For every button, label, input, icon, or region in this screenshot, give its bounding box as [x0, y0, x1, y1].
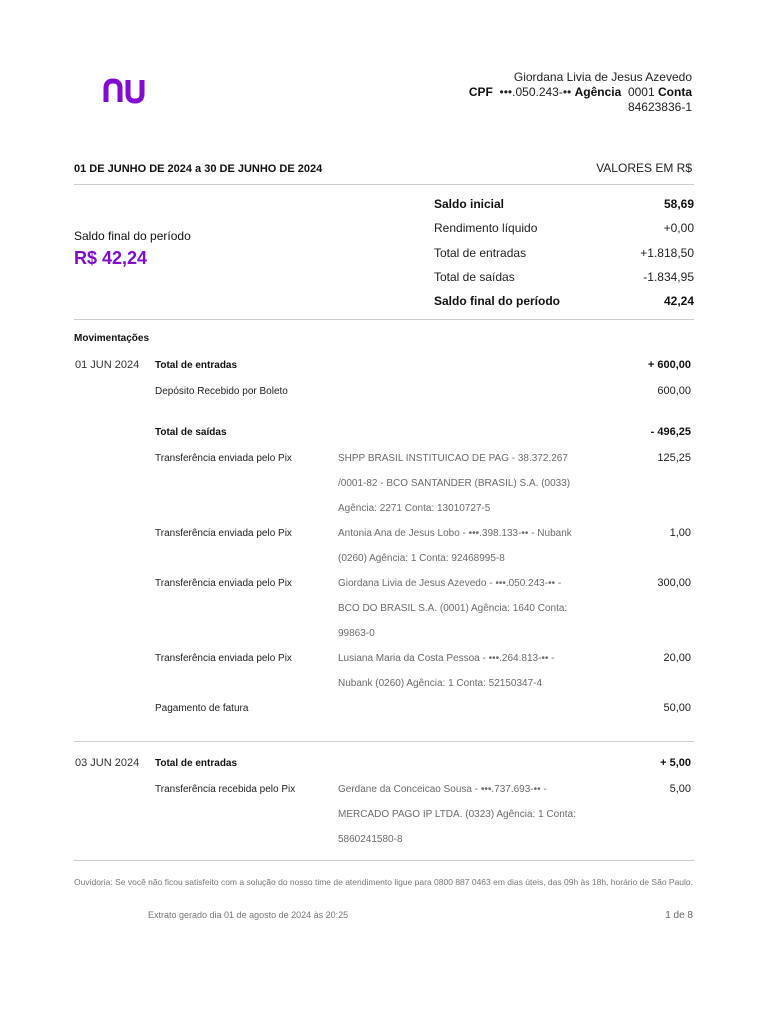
balance-value: +1.818,50 [640, 246, 694, 260]
movement-date: 01 JUN 2024 [75, 359, 140, 371]
group-total: - 496,25 [650, 426, 691, 438]
page-number: 1 de 8 [665, 910, 693, 921]
movement-description: Antonia Ana de Jesus Lobo - •••.398.133-•• - Nubank [338, 528, 572, 539]
balance-row [434, 270, 694, 284]
movement-description: Gerdane da Conceicao Sousa - •••.737.693-•• - [338, 784, 547, 795]
movement-description: BCO DO BRASIL S.A. (0001) Agência: 1640 Conta: [338, 603, 568, 614]
movement-description: Nubank (0260) Agência: 1 Conta: 52150347-4 [338, 678, 543, 689]
balance-row [434, 294, 694, 308]
generated-date: Extrato gerado dia 01 de agosto de 2024 às 20:25 [148, 910, 349, 920]
movement-amount: 50,00 [663, 702, 691, 714]
movement-amount: 600,00 [657, 385, 691, 397]
movement-date: 03 JUN 2024 [75, 757, 140, 769]
divider [74, 184, 694, 185]
movement-type: Transferência recebida pelo Pix [155, 784, 296, 795]
account-identifiers [469, 85, 692, 99]
agencia-value: 0001 [627, 85, 655, 99]
movement-type: Transferência enviada pelo Pix [155, 528, 292, 539]
cpf-value: •••.050.243-•• [499, 85, 572, 99]
agencia-label: Agência [574, 85, 622, 99]
movement-description: Giordana Livia de Jesus Azevedo - •••.050.243-•• - [338, 578, 562, 589]
movement-description: (0260) Agência: 1 Conta: 92468995-8 [338, 553, 505, 564]
balance-row [434, 221, 694, 235]
movement-type: Transferência enviada pelo Pix [155, 653, 292, 664]
movement-description: MERCADO PAGO IP LTDA. (0323) Agência: 1 Conta: [338, 809, 576, 820]
group-total: + 600,00 [647, 359, 691, 371]
balance-label: Saldo inicial [434, 197, 505, 211]
movement-description: /0001-82 - BCO SANTANDER (BRASIL) S.A. (0033) [338, 478, 571, 489]
balance-label: Saldo final do período [434, 294, 560, 308]
divider [74, 319, 694, 320]
movement-description: SHPP BRASIL INSTITUICAO DE PAG - 38.372.267 [338, 453, 568, 464]
movement-type: Transferência enviada pelo Pix [155, 578, 292, 589]
balance-value: -1.834,95 [643, 270, 694, 284]
movement-amount: 1,00 [669, 527, 691, 539]
movement-amount: 5,00 [669, 783, 691, 795]
statement-period: 01 DE JUNHO DE 2024 a 30 DE JUNHO DE 2024 [74, 163, 323, 175]
movement-amount: 125,25 [657, 452, 691, 464]
balance-label: Rendimento líquido [434, 221, 538, 235]
balance-label: Total de saídas [434, 270, 515, 284]
movement-description: 5860241580-8 [338, 834, 403, 845]
movement-type: Pagamento de fatura [155, 703, 249, 714]
final-balance-value: R$ 42,24 [74, 248, 148, 268]
nubank-logo [103, 78, 149, 104]
balance-row [434, 197, 694, 211]
currency-note: VALORES EM R$ [596, 161, 692, 175]
balance-value: 42,24 [663, 294, 694, 308]
ouvidoria-note: Ouvidoria: Se você não ficou satisfeito com a solução do nosso time de atendimento ligue para 0800 887 0463 em dias úteis, das 09h às 18h, horário de São Paulo. [74, 877, 694, 887]
movement-amount: 20,00 [663, 652, 691, 664]
movement-amount: 300,00 [657, 577, 691, 589]
movement-type: Depósito Recebido por Boleto [155, 386, 288, 397]
balance-value: 58,69 [663, 197, 694, 211]
group-total: + 5,00 [660, 757, 691, 769]
divider [74, 741, 694, 742]
balance-label: Total de entradas [434, 246, 527, 260]
balance-row [434, 246, 694, 260]
conta-value: 84623836-1 [627, 100, 692, 114]
movements-title: Movimentações [74, 333, 150, 344]
account-holder-name: Giordana Livia de Jesus Azevedo [513, 70, 692, 84]
group-title: Total de entradas [155, 360, 238, 371]
divider [74, 860, 694, 861]
movement-description: Agência: 2271 Conta: 13010727-5 [338, 503, 491, 514]
final-balance-label: Saldo final do período [74, 229, 191, 243]
movement-type: Transferência enviada pelo Pix [155, 453, 292, 464]
movement-description: Lusiana Maria da Costa Pessoa - •••.264.813-•• - [338, 653, 555, 664]
group-title: Total de entradas [155, 758, 238, 769]
conta-label: Conta [658, 85, 692, 99]
movement-description: 99863-0 [338, 628, 375, 639]
group-title: Total de saídas [155, 427, 227, 438]
balance-value: +0,00 [663, 221, 694, 235]
cpf-label: CPF [468, 85, 493, 99]
